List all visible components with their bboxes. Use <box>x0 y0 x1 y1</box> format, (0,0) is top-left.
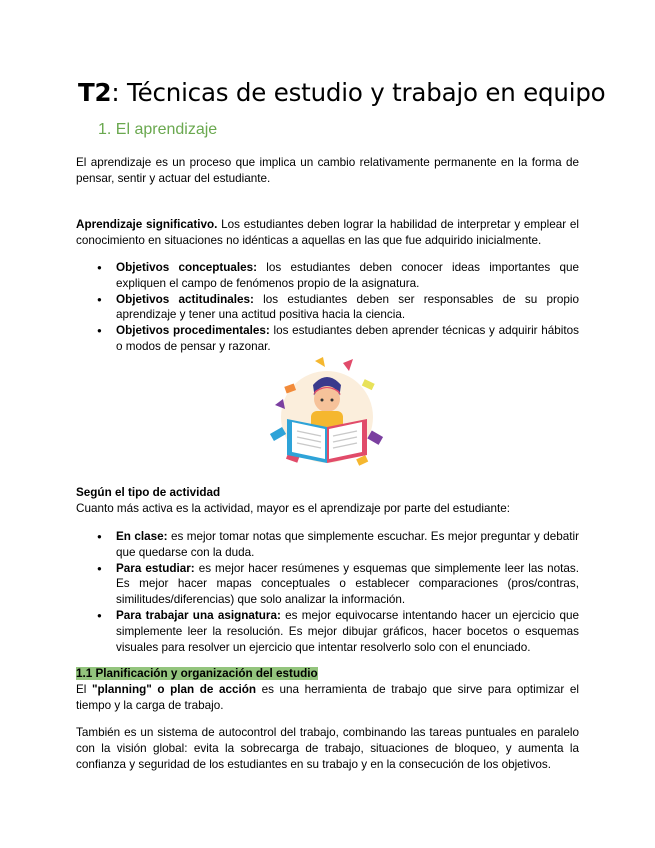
intro-paragraph: El aprendizaje es un proceso que implica un cambio relativamente permanente en la forma de pensar, sentir y actuar del estudiante. <box>76 156 579 186</box>
section-heading-aprendizaje: 1. El aprendizaje <box>98 121 218 138</box>
list-item <box>76 292 579 324</box>
list-item-label: Objetivos conceptuales: <box>116 261 258 274</box>
actividades-list <box>76 529 579 655</box>
planning-pre: El <box>76 683 92 697</box>
list-item-text: los estudiantes deben aprender técnicas y adquirir hábitos o modos de pensar y razonar. <box>116 324 579 353</box>
significativo-paragraph <box>76 217 579 249</box>
page-title <box>78 78 605 107</box>
title-code: T2 <box>78 78 112 107</box>
list-item <box>76 529 579 561</box>
student-reading-book-illustration <box>265 355 390 477</box>
actividad-text: Cuanto más activa es la actividad, mayor es el aprendizaje por parte del estudiante: <box>76 502 510 516</box>
title-text: : Técnicas de estudio y trabajo en equipo <box>111 78 606 107</box>
autocontrol-paragraph: También es un sistema de autocontrol del trabajo, combinando las tareas puntuales en paralelo con la visión global: evita la sobrecarga de trabajo, situaciones de bloqueo, y aumenta la confianza y seguridad de los estudiantes en su trabajo y en la consecución de los objetivos. <box>76 726 579 772</box>
actividad-heading: Según el tipo de actividad <box>76 486 221 499</box>
list-item <box>76 260 579 292</box>
significativo-text: Los estudiantes deben lograr la habilidad de interpretar y emplear el conocimiento en situaciones no idénticas a aquellas en las que fue adquirido inicialmente. <box>76 218 579 248</box>
list-item-text: es mejor tomar notas que simplemente escuchar. Es mejor preguntar y debatir que quedarse con la duda. <box>116 530 579 559</box>
list-item <box>76 608 579 655</box>
actividad-paragraph <box>76 485 579 517</box>
list-item <box>76 323 579 355</box>
list-item-label: Objetivos actitudinales: <box>116 292 254 306</box>
section-heading-planificacion: 1.1 Planificación y organización del estudio <box>76 667 318 680</box>
list-item <box>76 561 579 608</box>
planning-text: es una herramienta de trabajo que sirve para optimizar el tiempo y la carga de trabajo. <box>76 683 580 713</box>
list-item-label: En clase: <box>116 530 168 543</box>
list-item-text: es mejor hacer resúmenes y esquemas que simplemente leer las notas. Es mejor hacer mapas conceptuales o establecer comparaciones (pros/contras, similitudes/diferencias) que solo analizar la información. <box>116 561 579 607</box>
list-item-text: es mejor equivocarse intentando hacer un ejercicio que simplemente leer la resolución. Es mejor dibujar gráficos, hacer bocetos o esquemas visuales para resolver un ejercicio que intentar resolverlo solo con el enunciado. <box>116 608 579 654</box>
planning-paragraph <box>76 666 579 715</box>
list-item-text: los estudiantes deben ser responsables de su propio aprendizaje y tener una actitud positiva hacia la ciencia. <box>116 292 579 322</box>
list-item-text: los estudiantes deben conocer ideas importantes que expliquen el campo de fenómenos propio de la asignatura. <box>116 261 579 290</box>
list-item-label: Para estudiar: <box>116 561 195 575</box>
planning-label: "planning" o plan de acción <box>92 683 256 697</box>
objetivos-list <box>76 260 579 355</box>
list-item-label: Objetivos procedimentales: <box>116 324 270 338</box>
significativo-label: Aprendizaje significativo. <box>76 218 218 231</box>
list-item-label: Para trabajar una asignatura: <box>116 608 281 622</box>
